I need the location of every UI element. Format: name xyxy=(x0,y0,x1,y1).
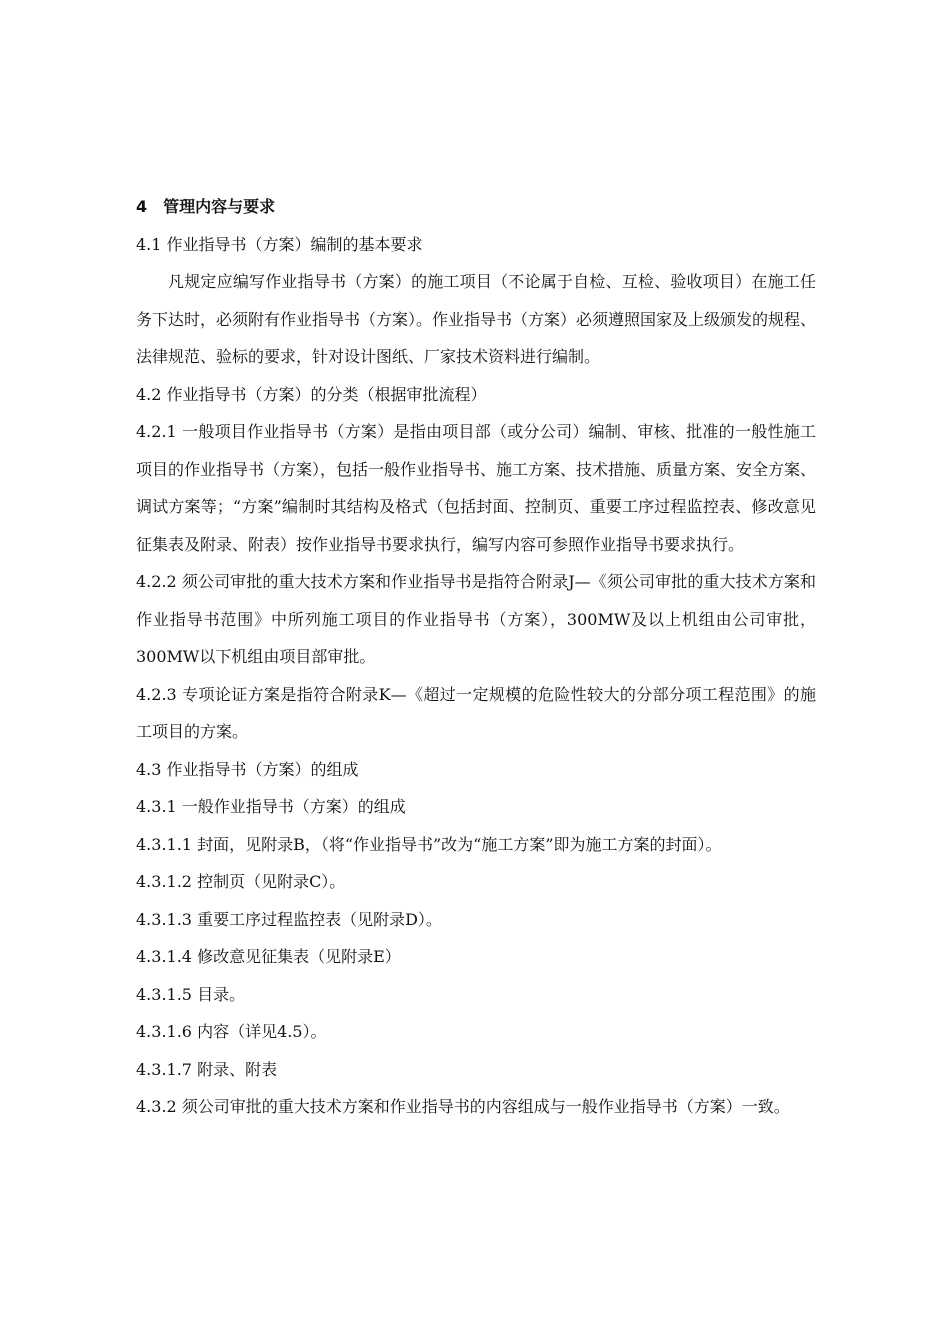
paragraph-4-1-body: 凡规定应编写作业指导书（方案）的施工项目（不论属于自检、互检、验收项目）在施工任务下达时，必须附有作业指导书（方案）。作业指导书（方案）必须遵照国家及上级颁发的规程、法律规范、验标的要求，针对设计图纸、厂家技术资料进行编制。 xyxy=(136,272,817,366)
subsection-title-4-3-1: 4.3.1 一般作业指导书（方案）的组成 xyxy=(136,797,406,816)
list-item: 4.3.1.2 控制页（见附录C）。 xyxy=(136,872,346,891)
document-body xyxy=(136,188,816,1126)
list-item: 4.3.1.5 目录。 xyxy=(136,984,246,1004)
paragraph-4-3-2: 4.3.2 须公司审批的重大技术方案和作业指导书的内容组成与一般作业指导书（方案）一致。 xyxy=(136,1097,790,1116)
list-item: 4.3.1.1 封面，见附录B，（将“作业指导书”改为“施工方案”即为施工方案的封面）。 xyxy=(136,834,722,854)
list-item: 4.3.1.4 修改意见征集表（见附录E） xyxy=(136,947,401,966)
paragraph-4-2-2: 4.2.2 须公司审批的重大技术方案和作业指导书是指符合附录J—《须公司审批的重大技术方案和作业指导书范围》中所列施工项目的作业指导书（方案），300MW及以上机组由公司审批，300MW以下机组由项目部审批。 xyxy=(136,572,816,666)
paragraph-4-2-1: 4.2.1 一般项目作业指导书（方案）是指由项目部（或分公司）编制、审核、批准的一般性施工项目的作业指导书（方案），包括一般作业指导书、施工方案、技术措施、质量方案、安全方案、调试方案等；“方案”编制时其结构及格式（包括封面、控制页、重要工序过程监控表、修改意见征集表及附录、附表）按作业指导书要求执行，编写内容可参照作业指导书要求执行。 xyxy=(136,422,817,554)
paragraph-4-2-3: 4.2.3 专项论证方案是指符合附录K—《超过一定规模的危险性较大的分部分项工程范围》的施工项目的方案。 xyxy=(136,684,816,741)
subsection-title-4-3: 4.3 作业指导书（方案）的组成 xyxy=(136,759,359,779)
list-item: 4.3.1.7 附录、附表 xyxy=(136,1059,278,1079)
list-item: 4.3.1.6 内容（详见4.5）。 xyxy=(136,1022,327,1041)
subsection-title-4-1: 4.1 作业指导书（方案）编制的基本要求 xyxy=(136,234,423,254)
list-item: 4.3.1.3 重要工序过程监控表（见附录D）。 xyxy=(136,909,442,929)
subsection-title-4-2: 4.2 作业指导书（方案）的分类（根据审批流程） xyxy=(136,384,487,404)
section-heading: 4 管理内容与要求 xyxy=(136,197,276,216)
